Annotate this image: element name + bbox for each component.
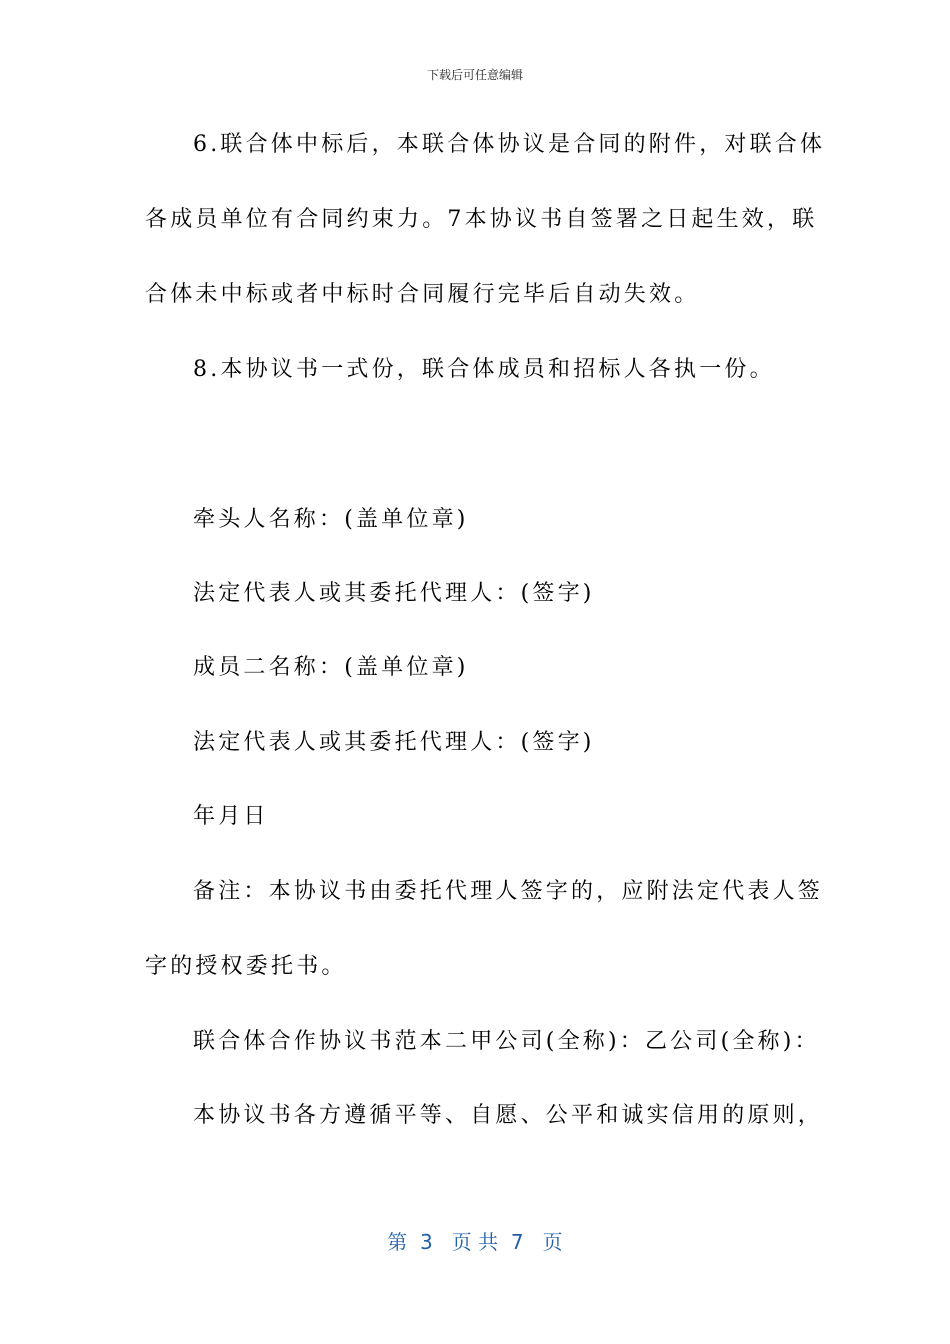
paragraph-line: 备注：本协议书由委托代理人签字的，应附法定代表人签 <box>193 879 824 904</box>
paragraph-line: 本协议书各方遵循平等、自愿、公平和诚实信用的原则， <box>193 1103 824 1128</box>
page-header: 下载后可任意编辑 <box>426 68 523 82</box>
paragraph-line: 字的授权委托书。 <box>145 954 347 979</box>
paragraph-line: 各成员单位有合同约束力。7本协议书自签署之日起生效，联 <box>145 207 818 232</box>
date-line: 年月日 <box>193 804 269 829</box>
paragraph-line: 8.本协议书一式份，联合体成员和招标人各执一份。 <box>193 357 775 382</box>
signature-line: 成员二名称：(盖单位章) <box>193 655 469 680</box>
paragraph-line: 联合体合作协议书范本二甲公司(全称)：乙公司(全称)： <box>193 1029 820 1054</box>
signature-line: 牵头人名称：(盖单位章) <box>193 507 469 532</box>
signature-line: 法定代表人或其委托代理人：(签字) <box>193 730 595 755</box>
signature-line: 法定代表人或其委托代理人：(签字) <box>193 581 595 606</box>
paragraph-line: 6.联合体中标后，本联合体协议是合同的附件，对联合体 <box>193 132 826 157</box>
page-number-footer: 第 3 页 共 7 页 <box>387 1230 563 1254</box>
paragraph-line: 合体未中标或者中标时合同履行完毕后自动失效。 <box>145 282 700 307</box>
